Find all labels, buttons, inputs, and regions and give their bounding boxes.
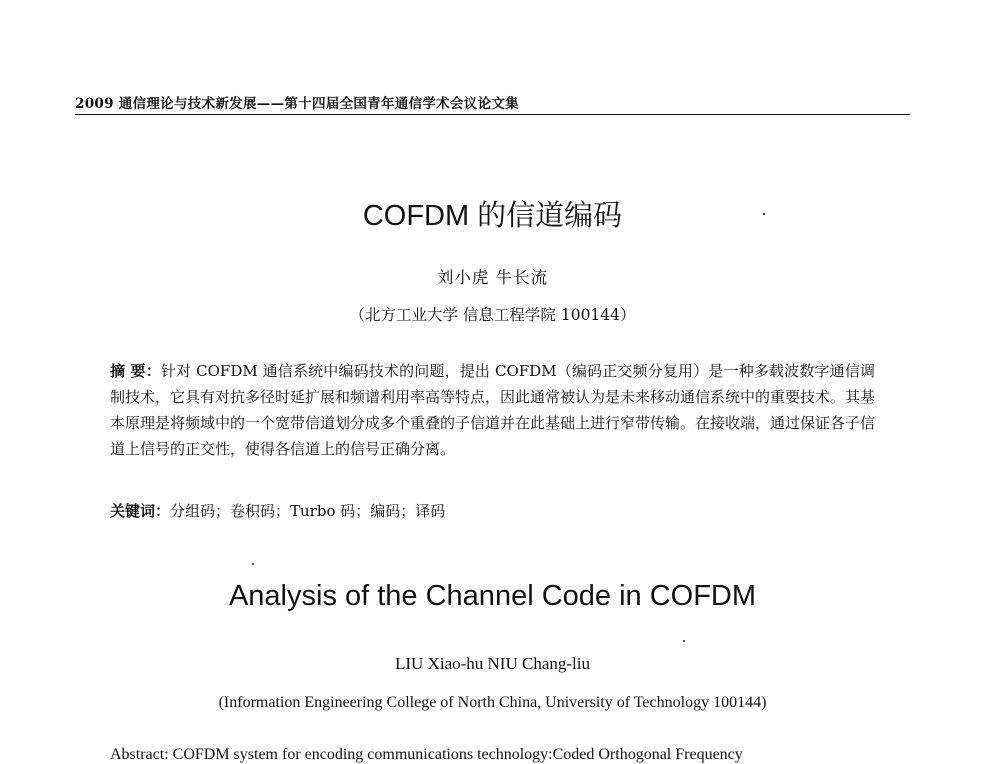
chinese-title: COFDM 的信道编码 [362,200,623,232]
english-abstract-start: Abstract: COFDM system for encoding communications technology:Coded Orthogonal Frequency [110,746,743,763]
scan-speck [763,213,765,215]
chinese-affiliation: （北方工业大学 信息工程学院 100144） [349,306,636,324]
english-affiliation: (Information Engineering College of North China, University of Technology 100144) [218,694,767,711]
scan-speck [252,563,254,565]
english-authors: LIU Xiao-hu NIU Chang-liu [395,654,590,673]
chinese-abstract [110,358,875,462]
scan-speck [683,640,685,642]
abstract-text: 针对 COFDM 通信系统中编码技术的问题，提出 COFDM（编码正交频分复用）是一种多载波数字通信调制技术，它具有对抗多径时延扩展和频谱利用率高等特点，因此通常被认为是未来移动通信系统中的重要技术。其基本原理是将频域中的一个宽带信道划分成多个重叠的子信道并在此基础上进行窄带传输。在接收端，通过保证各子信道上信号的正交性，使得各信道上的信号正确分离。 [110,362,876,458]
keywords-text: 分组码；卷积码；Turbo 码；编码；译码 [170,502,446,520]
chinese-authors: 刘小虎 牛长流 [436,268,549,287]
running-header: 2009 通信理论与技术新发展——第十四届全国青年通信学术会议论文集 [75,96,519,112]
header-rule [75,114,910,115]
chinese-keywords [110,500,445,521]
english-title: Analysis of the Channel Code in COFDM [228,580,757,612]
abstract-label: 摘 要： [110,362,161,380]
keywords-label: 关键词： [110,502,171,520]
